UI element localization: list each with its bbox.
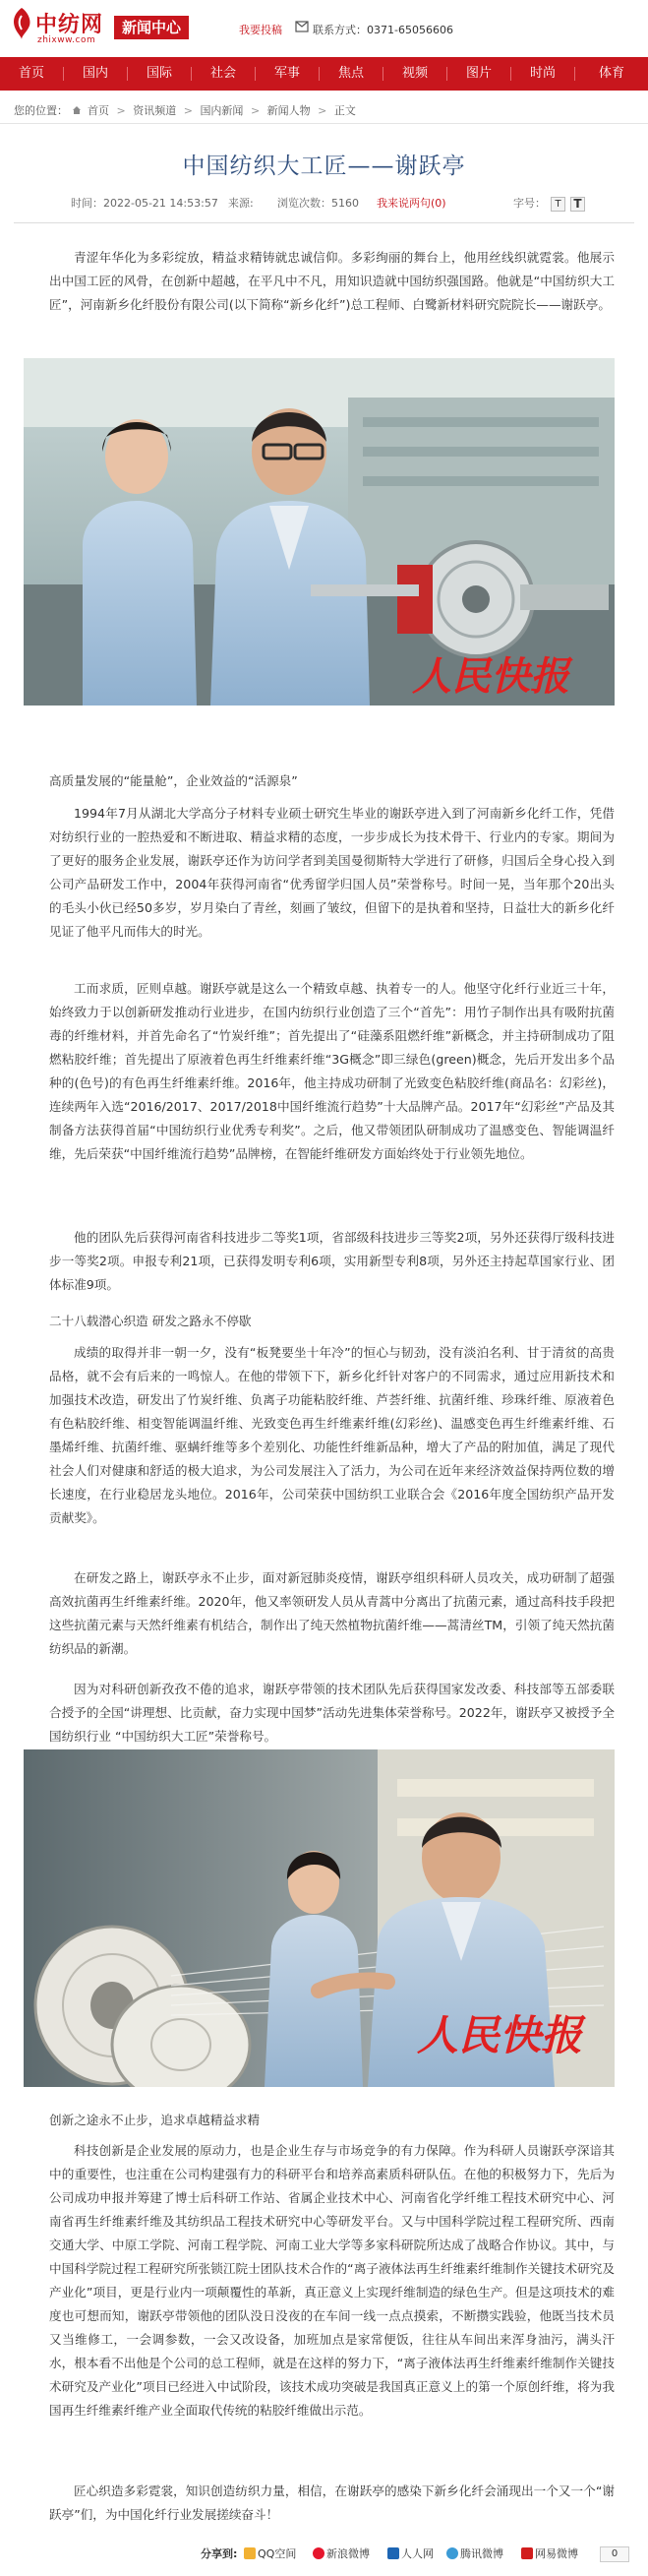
share-weibo[interactable] (313, 2541, 370, 2568)
submit-tip-link[interactable]: 我要投稿 (239, 24, 282, 36)
share-tencent-weibo[interactable] (446, 2541, 503, 2568)
paragraph-6: 在研发之路上，谢跃亭永不止步，面对新冠肺炎疫情，谢跃亭组织科研人员攻关，成功研制了超强高效抗菌再生纤维素纤维。2020年，他又率领研发人员从青蒿中分离出了抗菌元素，通过高科技手段把这些抗菌元素与天然纤维素有机结合，制作出了纯天然植物抗菌纤维——蒿清丝TM，引领了纯天然抗菌纺织品的新潮。 (49, 1570, 615, 1656)
share-tencent-weibo-label: 腾讯微博 (460, 2547, 503, 2560)
nav-item-pictures[interactable]: 图片 (465, 66, 492, 81)
envelope-icon (295, 21, 309, 32)
breadcrumb-home[interactable]: 首页 (88, 104, 109, 117)
breadcrumb-news-channel[interactable]: 资讯频道 (133, 104, 177, 117)
nav-item-society[interactable]: 社会 (209, 66, 236, 81)
breadcrumb-domestic-news[interactable]: 国内新闻 (200, 104, 244, 117)
share-count: 0 (600, 2546, 629, 2562)
nav-item-domestic[interactable]: 国内 (82, 66, 108, 81)
netease-weibo-icon (521, 2547, 533, 2559)
photo-watermark: 人民快报 (412, 653, 569, 700)
view-count: 浏览次数：5160 (277, 197, 359, 210)
renren-icon (387, 2547, 399, 2559)
article-photo-factory (24, 1749, 615, 2087)
font-size-label: 字号： (513, 197, 546, 210)
share-qzone-label: QQ空间 (258, 2547, 297, 2560)
main-nav (0, 57, 648, 91)
nav-item-video[interactable]: 视频 (401, 66, 428, 81)
section-heading-1: 高质量发展的“能量舱”，企业效益的“活源泉” (49, 773, 298, 788)
article-title: 中国纺织大工匠——谢跃亭 (182, 153, 466, 179)
nav-item-focus[interactable]: 焦点 (337, 66, 364, 81)
article-source: 来源: (228, 197, 254, 210)
breadcrumb-label: 您的位置： (14, 104, 68, 117)
nav-item-home[interactable]: 首页 (18, 66, 44, 81)
share-netease-weibo[interactable] (521, 2541, 578, 2568)
nav-item-military[interactable]: 军事 (273, 66, 300, 81)
qzone-icon (244, 2547, 256, 2559)
site-logo[interactable] (8, 6, 106, 49)
breadcrumb-current: 正文 (333, 104, 356, 117)
paragraph-5: 成绩的取得并非一朝一夕，没有“板凳要坐十年冷”的恒心与韧劲，没有淡泊名利、甘于清贫的高贵品格，就不会有后来的一鸣惊人。在他的带领下下，新乡化纤针对客户的不同需求，通过应用新技术和加强技术改造，研发出了竹炭纤维、负离子功能粘胶纤维、芦荟纤维、抗菌纤维、珍珠纤维、原液着色有色粘胶纤维、相变智能调温纤维、光致变色再生纤维素纤维(幻彩丝)、温感变色再生纤维素纤维、石墨烯纤维、抗菌纤维、驱螨纤维等多个差别化、功能性纤维新品种，增大了产品的附加值，满足了现代社会人们对健康和舒适的极大追求，为公司发展注入了活力，为公司在近年来经济效益保持两位数的增长速度，在行业稳居龙头地位。2016年，公司荣获中国纺织工业联合会《2016年度全国纺织产品开发贡献奖》。 (49, 1345, 615, 1525)
paragraph-intro: 青涩年华化为多彩绽放，精益求精铸就忠诚信仰。多彩绚丽的舞台上，他用丝线织就霓裳。他展示出中国工匠的风骨，在创新中超越，在平凡中不凡，用知识造就中国纺织强国路。他就是“中国纺织大工匠”，河南新乡化纤股份有限公司(以下简称“新乡化纤”)总工程师、白鹭新材料研究院院长——谢跃亭。 (49, 250, 615, 312)
article-photo-lab (24, 358, 615, 705)
paragraph-2: 1994年7月从湖北大学高分子材料专业硕士研究生毕业的谢跃亭进入到了河南新乡化纤工作，凭借对纺织行业的一腔热爱和不断进取、精益求精的态度，一步步成长为技术骨干、行业内的专家。期间为了更好的服务企业发展，谢跃亭还作为访问学者到美国曼彻斯特大学进行了研修，归国后全身心投入到公司产品研发工作中，2004年获得河南省“优秀留学归国人员”荣誉称号。时间一晃，当年那个20出头的毛头小伙已经50多岁，岁月染白了青丝，刻画了皱纹，但留下的是执着和坚持，日益壮大的新乡化纤见证了他平凡而伟大的时光。 (49, 806, 615, 939)
paragraph-8: 科技创新是企业发展的原动力，也是企业生存与市场竞争的有力保障。作为科研人员谢跃亭深谙其中的重要性，也注重在公司构建强有力的科研平台和培养高素质科研队伍。在他的积极努力下，先后为公司成功申报并筹建了博士后科研工作站、省属企业技术中心、河南省化学纤维工程技术研究中心、河南省再生纤维素纤维及其纺织品工程技术研究中心等研发平台。又与中国科学院过程工程研究所、西南交通大学、中原工学院、河南工程学院、河南工业大学等多家科研院所达成了战略合作协议。其中，与中国科学院过程工程研究所张锁江院士团队技术合作的“离子液体法再生纤维素纤维制作关键技术研究及产业化”项目，更是行业内一项颠覆性的革新，真正意义上实现纤维制造的绿色生产。但是这项技术的难度也可想而知，谢跃亭带领他的团队没日没夜的在车间一线一点点摸索，不断攒实践验，他既当技术员又当维修工，一会调参数，一会又改设备，加班加点是家常便饭，往往从车间出来浑身油污，满头汗水，根本看不出他是个公司的总工程师，就是在这样的努力下，“离子液体法再生纤维素纤维制作关键技术研究及产业化”项目已经进入中试阶段，该技术成功突破是我国真正意义上的第一个原创纤维，将为我国再生纤维素纤维产业全面取代传统的粘胶纤维做出示范。 (49, 2143, 615, 2418)
share-netease-weibo-label: 网易微博 (535, 2547, 578, 2560)
logo-subtext: zhixww.com (37, 35, 96, 45)
logo-mark-icon (8, 6, 35, 41)
article-meta (0, 191, 648, 216)
share-label: 分享到: (201, 2547, 238, 2560)
channel-tag[interactable]: 新闻中心 (114, 16, 189, 39)
share-weibo-label: 新浪微博 (326, 2547, 370, 2560)
site-header (0, 0, 648, 57)
share-renren[interactable] (387, 2541, 434, 2568)
publish-time: 时间：2022-05-21 14:53:57 (71, 197, 218, 210)
logo-text: 中纺网 (35, 12, 104, 37)
section-heading-2: 二十八载潜心织造 研发之路永不停歇 (49, 1314, 252, 1328)
nav-item-international[interactable]: 国际 (146, 66, 172, 81)
weibo-icon (313, 2547, 324, 2559)
home-icon (72, 105, 82, 115)
share-bar (0, 2541, 648, 2568)
contact-phone: 联系方式：0371-65056606 (313, 24, 453, 36)
paragraph-7: 因为对科研创新孜孜不倦的追求，谢跃亭带领的技术团队先后获得国家发改委、科技部等五部委联合授予的全国“讲理想、比贡献，奋力实现中国梦”活动先进集体荣誉称号。2022年，谢跃亭又被授予全国纺织行业 “中国纺织大工匠”荣誉称号。 (49, 1682, 615, 1744)
comment-link[interactable]: 我来说两句(0) (377, 197, 446, 210)
nav-item-sports[interactable]: 体育 (598, 66, 624, 81)
title-divider (14, 222, 634, 223)
share-qzone[interactable] (244, 2541, 296, 2568)
paragraph-3: 工而求质，匠则卓越。谢跃亭就是这么一个精致卓越、执着专一的人。他坚守化纤行业近三十年，始终致力于以创新研发推动行业进步，在国内纺织行业创造了三个“首先”：用竹子制作出具有吸附抗菌毒的纤维材料，并首先命名了“竹炭纤维”；首先提出了“硅藻系阻燃纤维”新概念，并主持研制成功了阻燃粘胶纤维；首先提出了原液着色再生纤维素纤维“3G概念”即三绿色(green)概念，先后开发出多个品种的(色号)的有色再生纤维素纤维。2016年，他主持成功研制了光致变色粘胶纤维(商品名：幻彩丝)，连续两年入选“2016/2017、2017/2018中国纤维流行趋势”十大品牌产品。2017年“幻彩丝”产品及其制备方法获得首届“中国纺织行业优秀专利奖”。之后，他又带领团队研制成功了温感变色、智能调温纤维，先后荣获“中国纤维流行趋势”品牌榜，在智能纤维研发方面始终处于行业领先地位。 (49, 981, 615, 1161)
nav-item-fashion[interactable]: 时尚 (529, 66, 556, 81)
breadcrumb-news-people[interactable]: 新闻人物 (266, 104, 311, 117)
photo-watermark: 人民快报 (417, 2011, 583, 2059)
font-small-button[interactable]: T (551, 197, 565, 212)
paragraph-4: 他的团队先后获得河南省科技进步二等奖1项，省部级科技进步三等奖2项，另外还获得厅级科技进步一等奖2项。申报专利21项，已获得发明专利6项，实用新型专利8项，另外还主持起草国家行业、团体标准9项。 (49, 1230, 615, 1292)
breadcrumb: 您的位置： 首页 > 资讯频道 > 国内新闻 > 新闻人物 > 正文 (0, 98, 648, 124)
paragraph-closing: 匠心织造多彩霓裳，知识创造纺织力量，相信，在谢跃亭的感染下新乡化纤会涌现出一个又一个“谢跃亭”们，为中国化纤行业发展搓续奋斗！ (49, 2484, 615, 2522)
font-large-button[interactable]: T (570, 197, 585, 212)
tencent-weibo-icon (446, 2547, 458, 2559)
section-heading-3: 创新之途永不止步，追求卓越精益求精 (49, 2113, 261, 2127)
share-renren-label: 人人网 (401, 2547, 434, 2560)
